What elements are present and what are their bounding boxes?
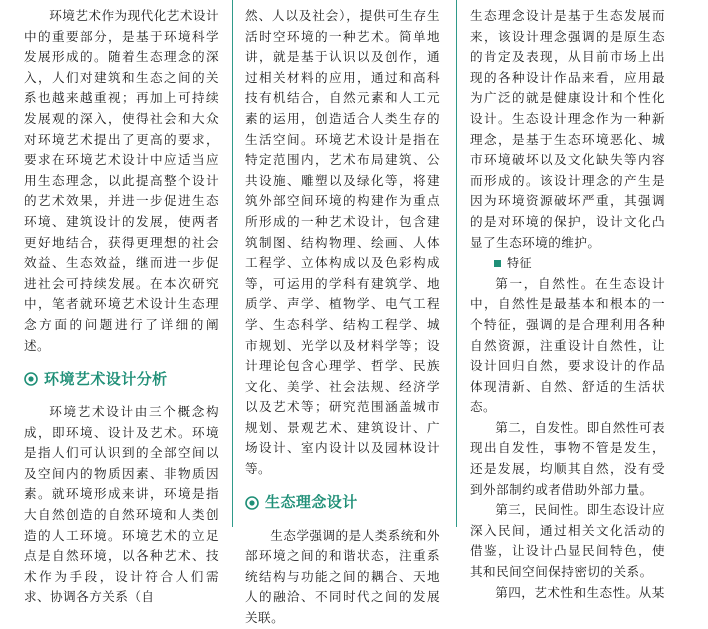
column-divider-left	[232, 0, 233, 527]
text-column-3	[470, 6, 665, 603]
column-divider-right	[456, 0, 457, 527]
section-heading-eco-concept	[245, 490, 440, 516]
subheading-text: 特征	[507, 256, 532, 271]
section-heading-text: 生态理念设计	[265, 493, 358, 512]
bullseye-icon	[24, 372, 38, 386]
ecology-paragraph: 生态学强调的是人类系统和外部环境之间的和谐状态，注重系统结构与功能之间的耦合、天地人的融洽、不同时代之间的发展关联。	[245, 527, 440, 626]
section-heading-text: 环境艺术设计分析	[44, 369, 168, 388]
subheading-features	[470, 253, 665, 274]
section-heading-environment-art	[24, 366, 219, 392]
text-column-1	[24, 6, 219, 608]
continued-paragraph: 生态理念设计是基于生态发展而来，该设计理念强调的是原生态的肯定及表现，从目前市场上出现的各种设计作品来看，应用最为广泛的就是健康设计和个性化设计。生态设计理念作为一种新理念，是基于生态环境恶化、城市环境破坏以及文化缺失等内容而形成的。该设计理念的产生是因为环境资源破坏严重，其强调的是对环境的保护，设计文化凸显了生态环境的维护。	[470, 8, 665, 250]
analysis-paragraph: 环境艺术设计由三个概念构成，即环境、设计及艺术。环境是指人们可认识到的全部空间以及空间内的物质因素、非物质因素。就环境形成来讲，环境是指大自然创造的自然环境和人类创造的人工环境。环境艺术的立足点是自然环境，以各种艺术、技术作为手段，设计符合人们需求、协调各方关系（自	[24, 404, 219, 605]
feature-paragraph-3: 第三，民间性。即生态设计应深入民间，通过相关文化活动的借鉴，让设计凸显民间特色，使其和民间空间保持密切的关系。	[470, 502, 665, 580]
feature-paragraph-4: 第四，艺术性和生态性。从某	[495, 584, 665, 600]
continued-paragraph: 然、人以及社会），提供可生存生活时空环境的一种艺术。简单地讲，就是基于认识以及创作，通过相关材料的应用，通过和高科技有机结合，自然元素和人工元素的运用，创造适合人类生存的生活空间。环境艺术设计是指在特定范围内，艺术布局建筑、公共设施、雕塑以及绿化等，将建筑外部空间环境的构建作为重点所形成的一种艺术设计，包含建筑制图、结构物理、绘画、人体工程学、立体构成以及色彩构成等，可运用的学科有建筑学、地质学、声学、植物学、电气工程学、生态科学、结构工程学、城市规划、光学以及材料学等；设计理论包含心理学、哲学、民族文化、美学、社会法规、经济学以及艺术等；研究范围涵盖城市规划、景观艺术、建筑设计、广场设计、室内设计以及园林设计等。	[245, 8, 440, 477]
text-column-2	[245, 6, 440, 629]
square-bullet-icon	[494, 260, 501, 267]
intro-paragraph: 环境艺术作为现代化艺术设计中的重要部分，是基于环境科学发展形成的。随着生态理念的深入，人们对建筑和生态之间的关系也越来越重视；再加上可持续发展观的深入，使得社会和大众对环境艺术提出了更高的要求，要求在环境艺术设计中应适当应用生态理念，以此提高整个设计的艺术效果，并进一步促进生态环境、建筑设计的发展，使两者更好地结合，获得更理想的社会效益、生态效益，继而进一步促进社会可持续发展。在本次研究中，笔者就环境艺术设计生态理念方面的问题进行了详细的阐述。	[24, 8, 219, 353]
feature-paragraph-1: 第一，自然性。在生态设计中，自然性是最基本和根本的一个特征，强调的是合理利用各种自然资源，注重设计自然性，让设计回归自然，要求设计的作品体现清新、自然、舒适的生活状态。	[470, 275, 665, 415]
feature-paragraph-2: 第二，自发性。即自然性可表现出自发性，事物不管是发生，还是发展，均顺其自然，没有受到外部制约或者借助外部力量。	[470, 419, 665, 497]
bullseye-icon	[245, 496, 259, 510]
